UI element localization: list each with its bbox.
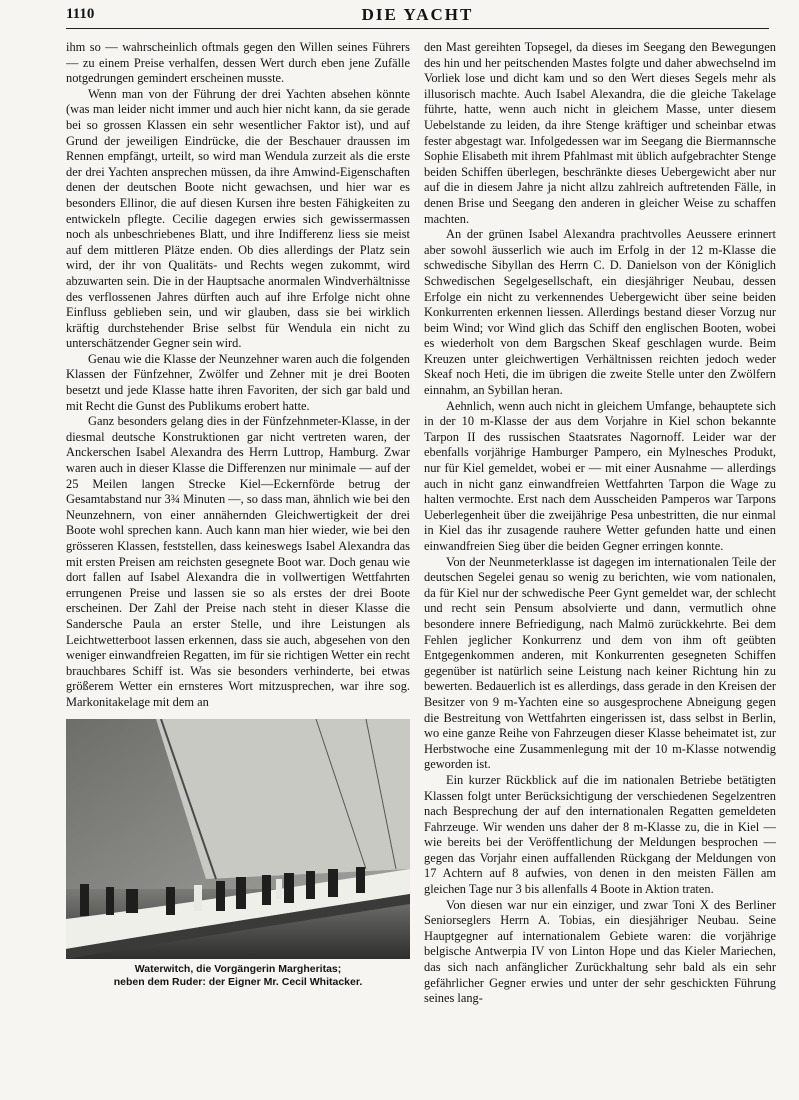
paragraph: Von der Neunmeterklasse ist dagegen im internationalen Teile der deutschen Segelei genau so wenig zu berichten, wie vom nationalen, da für Kiel nur der schwedische Peer Gynt gemeldet war, der schlecht und recht sein Pensum absolvierte und dann, vermutlich ohne besondere innere Befriedigung, nach Malmö zurückkehrte. Bei dem Fehlen jeglicher Konkurrenz und dem von ihm oft geübten Entgegenkommen anderen, mit Konkurrenten gesegneten Schiffen gegenüber ist natürlich seine Leistung nach keiner Richtung hin zu bewerten. Bedauerlich ist es allerdings, dass gerade in den Kreisen der Besitzer von 9 m-Yachten eine so ausgesprochene Abneigung gegen die Bestreitung von Wettfahrten eingerissen ist, dass selbst in Berlin, wo eine ganze Reihe von Fahrzeugen dieser Klasse beheimatet ist, zur Herbstwoche eine Zusammenlegung mit der 10 m-Klasse notwendig geworden ist. (424, 554, 776, 772)
paragraph: An der grünen Isabel Alexandra prachtvolles Aeussere erinnert aber sowohl äusserlich wie auch im Erfolg in der 12 m-Klasse die schwedische Sibyllan des Herrn C. D. Danielson von der Königlich Schwedischen Segelgesellschaft, ein diesjähriger Neubau, dessen Erfolge ein nicht zu verkennendes Uebergewicht über seine beiden Konkurrenten erkennen liessen. Allerdings bestand dieser Vorzug nur beim Wind; vor Wind glich das Schiff den englischen Booten, wobei es wiederholt von dem Bargschen Skeaf geschlagen wurde. Beim Kreuzen unter gleichwertigen Verhältnissen reichten jedoch weder Skeaf noch Heti, die im übrigen die zweite Stelle unter den Zwölfern einnahm, an Sybillan heran. (424, 227, 776, 398)
page-header (66, 6, 769, 29)
paragraph: Wenn man von der Führung der drei Yachten absehen könnte (was man leider nicht immer und auch hier nicht kann, da sie gerade bei so grossen Klassen ein sehr wesentlicher Faktor ist), und auf Grund der jeweiligen Eindrücke, die der Beschauer draussen im Rennen empfängt, urteilt, so wird man Wendula zurzeit als die erste der drei Yachten ansprechen müssen, da ihre Amwind-Eigenschaften denen der deutschen Boote nicht gewachsen, und hier war es besonders Ellinor, die auf diesen Kursen ihre besten Fähigkeiten zu entwickeln pflegte. Cecilie dagegen erwies sich gewissermassen noch als unbeschriebenes Blatt, und ihre Indifferenz liess sie meist auf dem mittleren Plätze enden. Ob dies allerdings der Platz sein wird, der ihr von Qualitäts- und Rechts wegen zukommt, wird abzuwarten sein. Die in der Hauptsache anormalen Windverhältnisse des verflossenen Jahres dürften auch auf ihre Erfolge nicht ohne Einfluss geblieben sein, und wir glauben, dass sie bei wirklich kräftig durchstehender Brise selbst für Wendula ein nicht zu unterschätzender Gegner sein wird. (66, 86, 410, 351)
figure (66, 719, 410, 989)
figure-caption (66, 963, 410, 989)
paragraph: den Mast gereihten Topsegel, da dieses im Seegang den Bewegungen des hin und her peitschenden Mastes folgte und daher abwechselnd im Vorliek lose und dicht kam und so den Wert dieses Segels mehr als illusorisch machte. Auch Isabel Alexandra, die die gleiche Takelage führte, hatte, wenn auch nicht in gleichem Masse, unter diesem Uebelstande zu leiden, da ihre Stenge kräftiger und scheinbar etwas fester abgestagt war. Infolgedessen war im Seegang die Biermannsche Sophie Elisabeth mit ihrem Pfahlmast mit üblich aufgebrachter Stenge beiden Schiffen überlegen, beschränkte dieses Uebergewicht aber nur auf die in diesem Jahre ja nicht allzu zahlreich auftretenden Fälle, in denen Brise und Seegang den anderen in gleicher Weise zu schaffen machten. (424, 40, 776, 226)
paragraph: Genau wie die Klasse der Neunzehner waren auch die folgenden Klassen der Fünfzehner, Zwölfer und Zehner mit je drei Booten besetzt und jede Klasse hatte ihren Favoriten, der sich gar bald und mit Recht die Gunst des Publikums erobert hatte. (66, 351, 410, 413)
paragraph: Ein kurzer Rückblick auf die im nationalen Betriebe betätigten Klassen folgt unter Berücksichtigung der verschiedenen Segelzentren nach Besprechung der auf den internationalen Regatten gemeldeten Fahrzeuge. Wir wenden uns daher der 8 m-Klasse zu, die in Kiel — wie bereits bei der Veröffentlichung der Meldungen besprochen — gegen das Vorjahr einen auffallenden Rückgang der Meldungen von 17 Achtern auf 8 aufwies, von denen in den meisten Fällen am gleichen Tage nur 3 bis allenfalls 4 Boote in Aktion traten. (424, 772, 776, 897)
paragraph: Ganz besonders gelang dies in der Fünfzehnmeter-Klasse, in der diesmal deutsche Konstruktionen gar nicht vertreten waren, der Anckerschen Isabel Alexandra des Herrn Luttrop, Hamburg. Zwar waren auch in dieser Klasse die Differenzen nur minimale — auf der 25 Meilen langen Strecke Kiel—Eckernförde betrug der Gesamtabstand nur 3¾ Minuten —, so dass man, ähnlich wie bei den Neunzehnern, von einer annähernden Gleichwertigkeit der drei Boote wohl sprechen kann. Auch kann man hier wieder, wie bei den grösseren Klassen, feststellen, dass keineswegs Isabel Alexandra das mit ersten Preisen am reichsten gesegnete Boot war. Doch genau wie dort fallen auf Isabel Alexandra die in vollwertigen Wettfahrten errungenen Preise und lassen sie so als erstes der drei Boote erscheinen. Der Zahl der Preise nach steht in dieser Klasse die Sandersche Paula an erster Stelle, und ihre Leistungen als Leichtwetterboot lassen erkennen, dass sie auch, abgesehen von den weniger einwandfreien Regatten, im für sie richtigen Wetter ein recht brauchbares Schiff ist. Was sie besonders verhinderte, bei etwas größerem Wetter ein ernsteres Wort mitzusprechen, war ihre sog. Markonitakelage mit dem an (66, 414, 410, 709)
paragraph: Aehnlich, wenn auch nicht in gleichem Umfange, behauptete sich in der 10 m-Klasse der aus dem Vorjahre in Kiel schon bekannte Tarpon II des russischen Staatsrates Nagornoff. Leider war der ebenfalls vorjährige Hamburger Pampero, ein Mylnesches Produkt, nur für Kiel gemeldet, wobei er — mit einer Ausnahme — allerdings auch in nicht ganz einwandfreien Wettfahrten Tarpon die Wage zu halten vermochte. Erst nach dem Ausscheiden Pamperos war Tarpons Ueberlegenheit über die zweijährige Pesa unbestritten, die nur einmal in Kiel das ihr zusagende rauhere Wetter gefunden hatte und einen einwandfreien Sieg über die beiden Gegner erringen konnte. (424, 398, 776, 553)
caption-line: neben dem Ruder: der Eigner Mr. Cecil Whitacker. (113, 975, 363, 988)
page-number: 1110 (66, 6, 95, 22)
caption-line: Waterwitch, die Vorgängerin Margheritas; (134, 962, 342, 975)
yacht-photo (66, 719, 410, 959)
running-title: DIE YACHT (361, 5, 474, 24)
right-column (424, 40, 776, 1080)
left-column (66, 40, 410, 1080)
paragraph: ihm so — wahrscheinlich oftmals gegen den Willen seines Führers — zu einem Preise verhalfen, dessen Wert durch eben jene Zufälle notgedrungen gemindert erscheinen musste. (66, 40, 410, 86)
paragraph: Von diesen war nur ein einziger, und zwar Toni X des Berliner Seniorseglers Herrn A. Tobias, ein diesjähriger Neubau. Seine Hauptgegner auf internationalem Gebiete waren: die vorjährige belgische Antwerpia IV von Linton Hope und das Kieler Mariechen, das sich nach anfänglicher Zurückhaltung sehr bald als ein sehr gefährlicher Gegner erwies und unter der sehr geschickten Führung seines lang- (424, 897, 776, 1006)
